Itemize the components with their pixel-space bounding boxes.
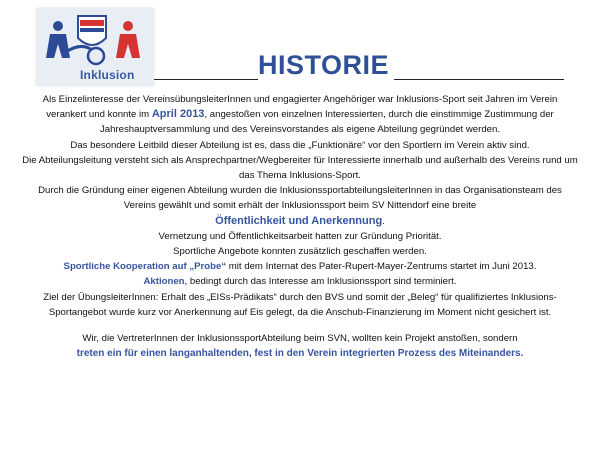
text-period: . (382, 215, 385, 227)
history-text (22, 92, 578, 361)
highlight-kooperation: Sportliche Kooperation auf „Probe“ (63, 261, 227, 273)
paragraph-leadership: Die Abteilungsleitung versteht sich als Ansprechpartner/Wegbereiter für Interessierte innerhalb und außerhalb des Vereins rund um das Thema Inklusions-Sport. (22, 154, 578, 182)
paragraph-closing (22, 331, 578, 361)
paragraph-goal: Ziel der ÜbungsleiterInnen: Erhalt des „EISs-Prädikats“ durch den BVS und somit der „Beleg“ für qualifiziertes Inklusions-Sportangebot wurde kurz vor Anerkennung auf Eis gelegt, da die Anschub-Finanzierung im Moment nicht gesichert ist. (43, 291, 557, 318)
highlight-april-2013: April 2013 (151, 108, 205, 121)
highlight-closing: treten ein für einen langanhaltenden, fest in den Verein integrierten Prozess des Miteinanders. (76, 348, 524, 360)
paragraph-guideline: Das besondere Leitbild dieser Abteilung ist es, dass die „Funktionäre“ vor den Sportlern im Verein aktiv sind. (70, 139, 530, 151)
title-row (154, 50, 564, 86)
department-logo (36, 8, 154, 86)
text-organisation: Durch die Gründung einer eigenen Abteilung wurden die InklusionssportabteilungsleiterInnen in das Organisationsteam des Vereins gewählt und somit erhält der Inklusionssport beim SV Nittendorf eine breite (38, 185, 562, 212)
text-closing: Wir, die VertreterInnen der InklusionssportAbteilung beim SVN, wollten kein Projekt anstoßen, sondern (82, 333, 518, 345)
logo-text: Inklusion (80, 68, 135, 82)
paragraph-actions (22, 274, 578, 289)
text-aktionen: , bedingt durch das Interesse am Inklusionssport sind terminiert. (184, 276, 457, 288)
text-founding-end: , angestoßen von einzelnen Interessierten, durch die einstimmige Zustimmung der Jahreshauptversammlung und des Vereinsvorstandes als eigene Abteilung gegründet werden. (100, 109, 554, 136)
page-title: HISTORIE (258, 50, 390, 80)
title-underline-right (394, 79, 564, 80)
paragraph-cooperation (22, 259, 578, 274)
paragraph-networking: Vernetzung und Öffentlichkeitsarbeit hatten zur Gründung Priorität. (158, 230, 442, 242)
spacer (22, 320, 578, 331)
text-kooperation: mit dem Internat des Pater-Rupert-Mayer-Zentrums startet im Juni 2013. (226, 261, 537, 273)
highlight-oeffentlichkeit: Öffentlichkeit und Anerkennung (215, 214, 383, 227)
highlight-aktionen: Aktionen (143, 276, 185, 288)
paragraph-organisation (22, 183, 578, 229)
title-underline-left (154, 79, 258, 80)
paragraph-founding (22, 92, 578, 138)
paragraph-offers: Sportliche Angebote konnten zusätzlich geschaffen werden. (173, 246, 427, 258)
text-founding-start: Als Einzelinteresse der VereinsübungsleiterInnen und engagierter Angehöriger war Inklusions-Sport seit Jahren im Verein verankert und konnte im (42, 94, 558, 121)
